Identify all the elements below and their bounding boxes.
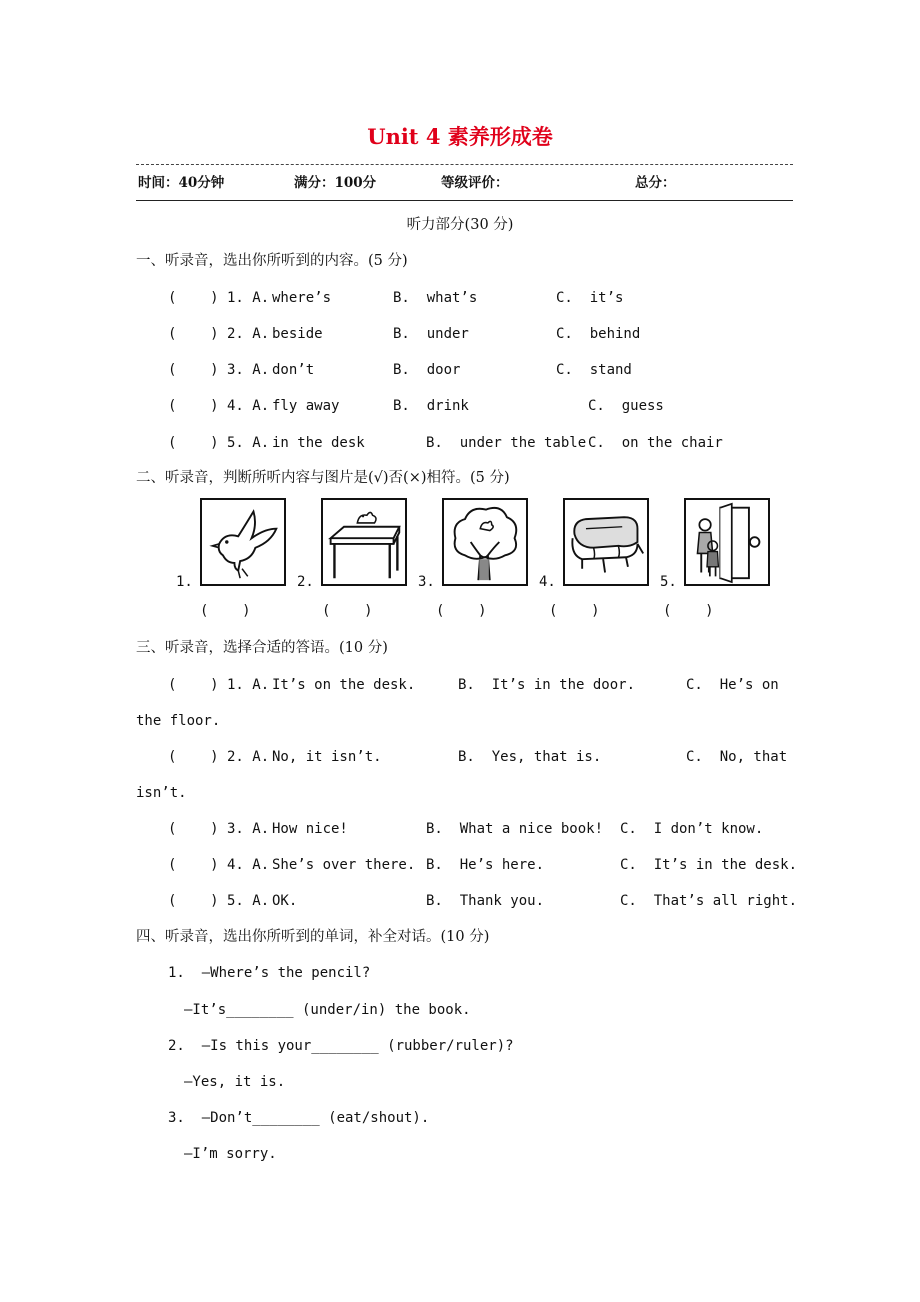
picture-5-number: 5.: [660, 574, 677, 590]
picture-2-number: 2.: [297, 574, 314, 590]
s1-q3-number: ( ) 3. A.: [168, 362, 270, 378]
page-title: Unit 4 素养形成卷: [367, 124, 553, 149]
bird-icon: [200, 498, 286, 586]
s1-q4-option-c: C. guess: [588, 398, 664, 414]
bird-on-table-icon: [321, 498, 407, 586]
s1-q5-option-a: in the desk: [272, 435, 365, 451]
s1-q1-option-c: C. it’s: [556, 290, 624, 306]
s4-line-4: —Yes, it is.: [184, 1074, 286, 1090]
s4-line-3: 2. —Is this your________ (rubber/ruler)?: [168, 1038, 514, 1054]
s3-q2-option-b: B. Yes, that is.: [458, 749, 602, 765]
s3-q3-option-a: How nice!: [272, 821, 348, 837]
picture-5-answer[interactable]: ( ): [663, 603, 714, 619]
section3-heading: 三、听录音，选择合适的答语。(10 分): [136, 640, 388, 656]
s3-q1-option-b: B. It’s in the door.: [458, 677, 636, 693]
s3-q2-continuation: isn’t.: [136, 785, 187, 801]
s1-q4-number: ( ) 4. A.: [168, 398, 270, 414]
solid-divider: [136, 200, 793, 201]
s1-q1-option-b: B. what’s: [393, 290, 478, 306]
children-at-door-icon: [684, 498, 770, 586]
info-grade: 等级评价：: [441, 175, 509, 191]
picture-2-answer[interactable]: ( ): [322, 603, 373, 619]
section2-heading: 二、听录音，判断所听内容与图片是(√)否(×)相符。(5 分): [136, 470, 510, 486]
s3-q4-number: ( ) 4. A.: [168, 857, 270, 873]
s1-q4-option-b: B. drink: [393, 398, 469, 414]
section4-heading: 四、听录音，选出你所听到的单词，补全对话。(10 分): [136, 929, 490, 945]
s1-q1-option-a: where’s: [272, 290, 332, 306]
s3-q5-number: ( ) 5. A.: [168, 893, 270, 909]
picture-1-number: 1.: [176, 574, 193, 590]
s4-line-1: 1. —Where’s the pencil?: [168, 965, 371, 981]
info-full-score: 满分：100分: [294, 175, 377, 191]
s3-q1-option-a: It’s on the desk.: [272, 677, 416, 693]
picture-4-answer[interactable]: ( ): [549, 603, 600, 619]
s3-q2-option-c: C. No, that: [686, 749, 788, 765]
s1-q5-option-b: B. under the table: [426, 435, 587, 451]
s3-q5-option-a: OK.: [272, 893, 298, 909]
s4-line-2: —It’s________ (under/in) the book.: [184, 1002, 471, 1018]
s1-q4-option-a: fly away: [272, 398, 340, 414]
s3-q4-option-a: She’s over there.: [272, 857, 416, 873]
section1-heading: 一、听录音，选出你所听到的内容。(5 分): [136, 253, 408, 269]
picture-4-number: 4.: [539, 574, 556, 590]
s3-q1-option-c: C. He’s on: [686, 677, 779, 693]
picture-1-answer[interactable]: ( ): [200, 603, 251, 619]
s1-q1-number: ( ) 1. A.: [168, 290, 270, 306]
listening-header: 听力部分(30 分): [406, 217, 514, 233]
s1-q2-number: ( ) 2. A.: [168, 326, 270, 342]
s3-q5-option-c: C. That’s all right.: [620, 893, 798, 909]
s3-q3-option-c: C. I don’t know.: [620, 821, 764, 837]
s3-q4-option-c: C. It’s in the desk.: [620, 857, 798, 873]
bird-in-tree-icon: [442, 498, 528, 586]
s1-q5-option-c: C. on the chair: [588, 435, 723, 451]
s4-line-6: —I’m sorry.: [184, 1146, 277, 1162]
s3-q3-number: ( ) 3. A.: [168, 821, 270, 837]
picture-3-answer[interactable]: ( ): [436, 603, 487, 619]
s1-q3-option-a: don’t: [272, 362, 315, 378]
picture-3-number: 3.: [418, 574, 435, 590]
dashed-divider: [136, 164, 793, 165]
s1-q2-option-a: beside: [272, 326, 323, 342]
info-time: 时间：40分钟: [138, 175, 225, 191]
s3-q1-continuation: the floor.: [136, 713, 221, 729]
chair-icon: [563, 498, 649, 586]
s3-q2-option-a: No, it isn’t.: [272, 749, 382, 765]
s3-q5-option-b: B. Thank you.: [426, 893, 545, 909]
s3-q4-option-b: B. He’s here.: [426, 857, 545, 873]
s4-line-5: 3. —Don’t________ (eat/shout).: [168, 1110, 430, 1126]
s3-q3-option-b: B. What a nice book!: [426, 821, 604, 837]
s1-q2-option-b: B. under: [393, 326, 469, 342]
s1-q2-option-c: C. behind: [556, 326, 641, 342]
s3-q2-number: ( ) 2. A.: [168, 749, 270, 765]
info-total: 总分：: [635, 175, 676, 191]
s1-q3-option-c: C. stand: [556, 362, 632, 378]
s1-q3-option-b: B. door: [393, 362, 461, 378]
s1-q5-number: ( ) 5. A.: [168, 435, 270, 451]
s3-q1-number: ( ) 1. A.: [168, 677, 270, 693]
